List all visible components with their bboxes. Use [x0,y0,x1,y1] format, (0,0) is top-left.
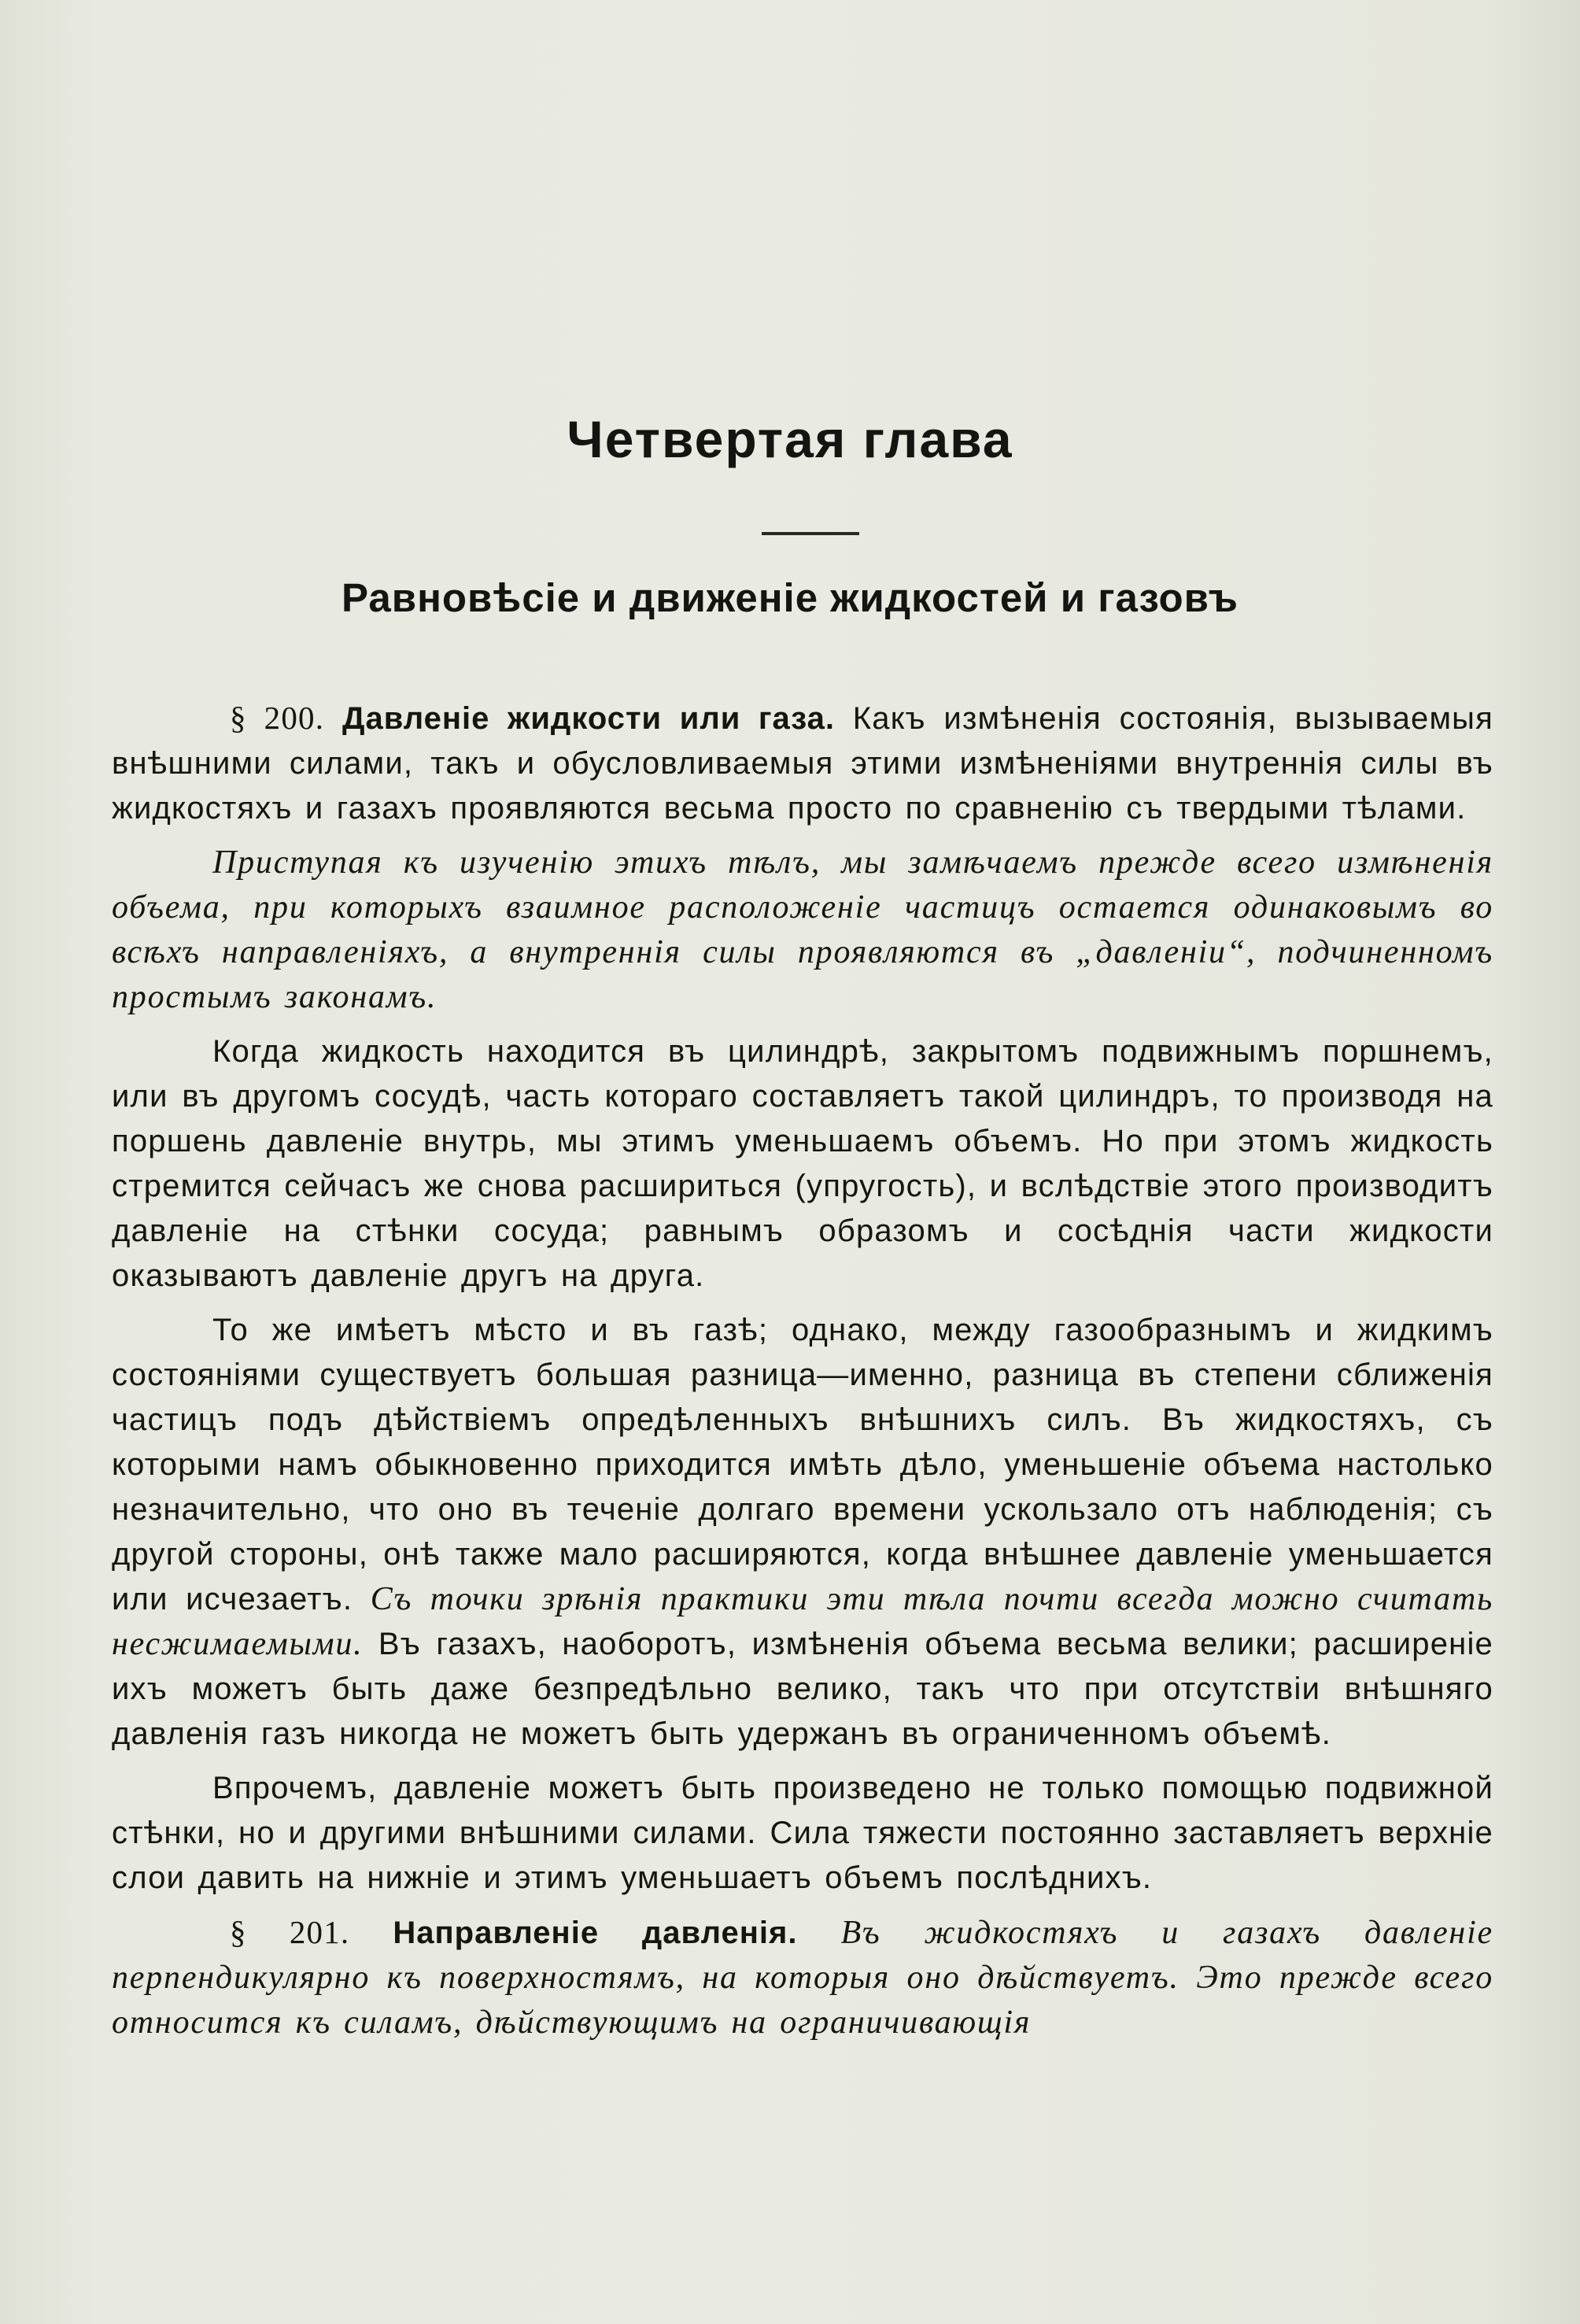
italic-text: Въ жидкостяхъ и газахъ давленіе перпендикулярно къ поверхностямъ, на которыя оно дѣйствуетъ. Это прежде всего относится къ силамъ, дѣйствующимъ на ограничивающія [112,1915,1493,2041]
body-text [112,696,1493,2055]
paragraph-text: Впрочемъ, давленіе можетъ быть произведено не только помощью подвижной стѣнки, но и другими внѣшними силами. Сила тяжести постоянно заставляетъ верхніе слои давить на нижніе и этимъ уменьшаетъ объемъ послѣднихъ. [112,1771,1493,1895]
paragraph [112,1029,1493,1299]
paragraph-text: То же имѣетъ мѣсто и въ газѣ; однако, между газообразнымъ и жидкимъ состояніями существуетъ большая разница—именно, разница въ степени сближенія частицъ подъ дѣйствіемъ опредѣленныхъ внѣшнихъ силъ. Въ жидкостяхъ, съ которыми намъ обыкновенно приходится имѣть дѣло, уменьшеніе объема настолько незначительно, что оно въ теченіе долгаго времени ускользало отъ наблюденія; съ другой стороны, онѣ также мало расширяются, когда внѣшнее давленіе уменьшается или исчезаетъ. [112,1313,1493,1616]
paragraph-text: Когда жидкость находится въ цилиндрѣ, закрытомъ подвижнымъ поршнемъ, или въ другомъ сосудѣ, часть котораго составляетъ такой цилиндръ, то производя на поршень давленіе внутрь, мы этимъ уменьшаемъ объемъ. Но при этомъ жидкость стремится сейчасъ же снова расшириться (упругость), и вслѣдствіе этого производитъ давленіе на стѣнки сосуда; равнымъ образомъ и сосѣднія части жидкости оказываютъ давленіе другъ на друга. [112,1034,1493,1293]
italic-text: Приступая къ изученію этихъ тѣлъ, мы замѣчаемъ прежде всего измѣненія объема, при которыхъ взаимное расположеніе частицъ остается одинаковымъ во всѣхъ направленіяхъ, а внутреннія силы проявляются въ „давленіи“, подчиненномъ простымъ законамъ. [112,844,1493,1015]
section-200-paragraph [112,696,1493,831]
italic-paragraph [112,841,1493,1020]
paragraph-text: Въ газахъ, наоборотъ, измѣненія объема весьма велики; расширеніе ихъ можетъ быть даже безпредѣльно велико, такъ что при отсутствіи внѣшняго давленія газъ никогда не можетъ быть удержанъ въ ограниченномъ объемѣ. [112,1627,1493,1751]
italic-text: Съ точки зрѣнія практики эти тѣла почти всегда можно считать несжимаемыми. [112,1581,1493,1662]
section-201-paragraph [112,1910,1493,2045]
paragraph [112,1308,1493,1757]
page-top-margin [0,0,1580,409]
paragraph-text: Какъ измѣненія состоянія, вызываемыя внѣшними силами, такъ и обусловливаемыя этими измѣненіями внутреннія силы въ жидкостяхъ и газахъ проявляются весьма просто по сравненію съ твердыми тѣлами. [112,701,1493,826]
title-divider [762,532,859,535]
section-number: § 201. [230,1914,350,1950]
chapter-subtitle: Равновѣсіе и движеніе жидкостей и газовъ [341,575,1239,620]
section-heading: Направленіе давленія. [393,1916,798,1950]
section-number: § 200. [230,700,325,736]
paragraph [112,1766,1493,1901]
section-heading: Давленіе жидкости или газа. [341,701,836,736]
chapter-title: Четвертая глава [567,410,1013,468]
